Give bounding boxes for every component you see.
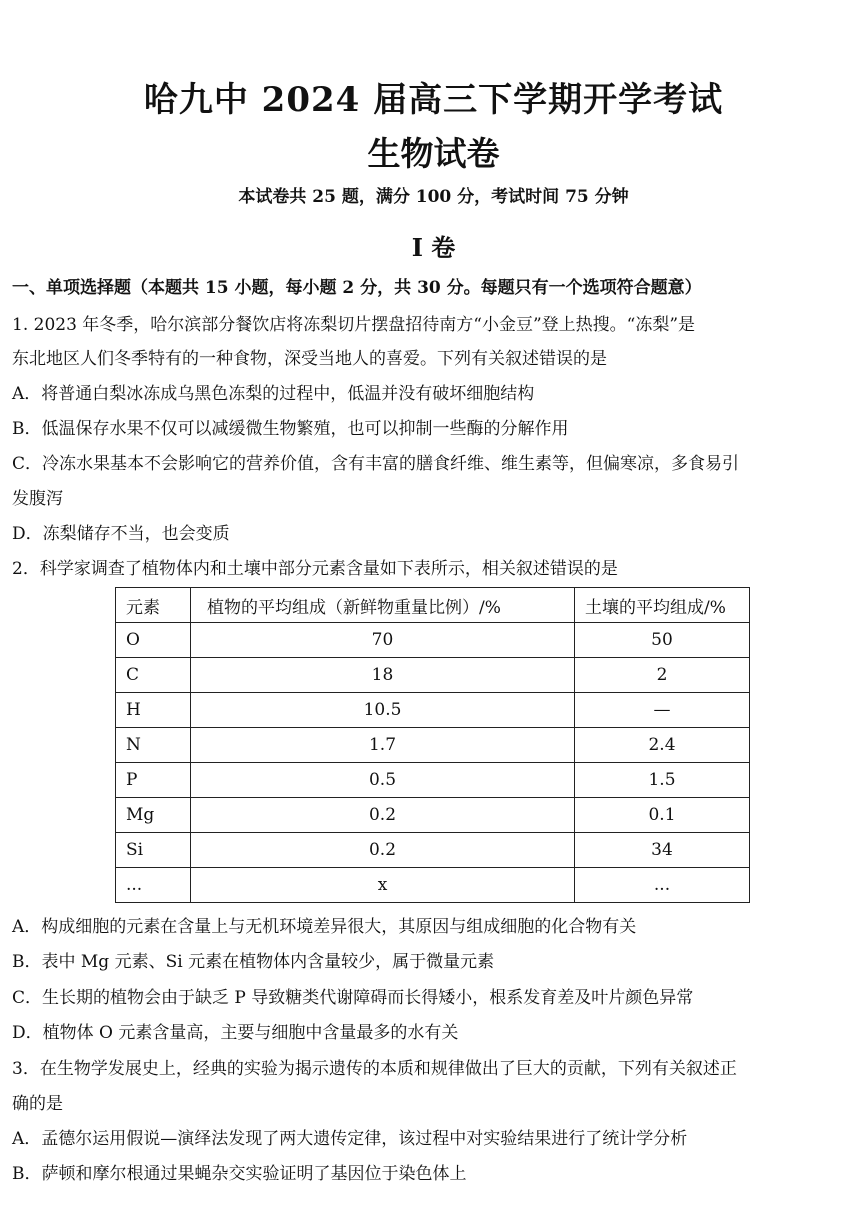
q1-stem-line1: 1. 2023 年冬季，哈尔滨部分餐饮店将冻梨切片摆盘招待南方“小金豆”登上热搜。“冻梨”是 bbox=[12, 315, 696, 335]
table-row bbox=[116, 868, 750, 903]
q2-option-b: B．表中 Mg 元素、Si 元素在植物体内含量较少，属于微量元素 bbox=[12, 952, 495, 972]
exam-info: 本试卷共 25 题，满分 100 分，考试时间 75 分钟 bbox=[238, 187, 629, 207]
q1-option-c-line2: 发腹泻 bbox=[12, 489, 63, 509]
table-header-cell: 土壤的平均组成/% bbox=[575, 588, 750, 623]
table-cell: 18 bbox=[191, 658, 575, 693]
table-cell: 10.5 bbox=[191, 693, 575, 728]
exam-subtitle: 生物试卷 bbox=[367, 134, 500, 173]
table-header-cell: 植物的平均组成（新鲜物重量比例）/% bbox=[191, 588, 575, 623]
table-cell: x bbox=[191, 868, 575, 903]
q1-stem-line2: 东北地区人们冬季特有的一种食物，深受当地人的喜爱。下列有关叙述错误的是 bbox=[12, 349, 607, 369]
table-cell: — bbox=[575, 693, 750, 728]
table-row bbox=[116, 833, 750, 868]
table-row bbox=[116, 798, 750, 833]
table-cell: Si bbox=[116, 833, 191, 868]
table-cell: 2 bbox=[575, 658, 750, 693]
table-cell: 34 bbox=[575, 833, 750, 868]
table-row bbox=[116, 623, 750, 658]
table-row bbox=[116, 763, 750, 798]
table-row bbox=[116, 658, 750, 693]
table-cell: N bbox=[116, 728, 191, 763]
q3-stem-line2: 确的是 bbox=[12, 1094, 63, 1114]
q1-option-d: D．冻梨储存不当，也会变质 bbox=[12, 524, 230, 544]
q2-option-d: D．植物体 O 元素含量高，主要与细胞中含量最多的水有关 bbox=[12, 1023, 459, 1043]
exam-title: 哈九中 2024 届高三下学期开学考试 bbox=[143, 80, 724, 120]
q2-stem: 2．科学家调查了植物体内和土壤中部分元素含量如下表所示，相关叙述错误的是 bbox=[12, 559, 618, 579]
table-cell: 0.5 bbox=[191, 763, 575, 798]
table-row bbox=[116, 693, 750, 728]
table-cell: H bbox=[116, 693, 191, 728]
element-table bbox=[115, 587, 750, 903]
table-cell: Mg bbox=[116, 798, 191, 833]
section-heading: 一、单项选择题（本题共 15 小题，每小题 2 分，共 30 分。每题只有一个选项符合题意） bbox=[12, 278, 702, 298]
q3-option-b: B．萨顿和摩尔根通过果蝇杂交实验证明了基因位于染色体上 bbox=[12, 1164, 467, 1184]
table-cell: 0.1 bbox=[575, 798, 750, 833]
table-cell: 50 bbox=[575, 623, 750, 658]
table-cell: 1.7 bbox=[191, 728, 575, 763]
table-cell: 0.2 bbox=[191, 798, 575, 833]
table-cell: ... bbox=[575, 868, 750, 903]
table-cell: 0.2 bbox=[191, 833, 575, 868]
q1-option-c-line1: C．冷冻水果基本不会影响它的营养价值，含有丰富的膳食纤维、维生素等，但偏寒凉，多食易引 bbox=[12, 454, 740, 474]
q2-option-c: C．生长期的植物会由于缺乏 P 导致糖类代谢障碍而长得矮小，根系发育差及叶片颜色异常 bbox=[12, 988, 694, 1008]
table-cell: 1.5 bbox=[575, 763, 750, 798]
table-cell: ... bbox=[116, 868, 191, 903]
part-heading: I 卷 bbox=[411, 233, 456, 262]
table-row bbox=[116, 728, 750, 763]
q2-option-a: A．构成细胞的元素在含量上与无机环境差异很大，其原因与组成细胞的化合物有关 bbox=[12, 917, 637, 937]
table-header-row bbox=[116, 588, 750, 623]
table-header-cell: 元素 bbox=[116, 588, 191, 623]
table-cell: P bbox=[116, 763, 191, 798]
q1-option-a: A．将普通白梨冰冻成乌黑色冻梨的过程中，低温并没有破坏细胞结构 bbox=[12, 384, 535, 404]
table-cell: 2.4 bbox=[575, 728, 750, 763]
table-cell: 70 bbox=[191, 623, 575, 658]
q3-stem-line1: 3．在生物学发展史上，经典的实验为揭示遗传的本质和规律做出了巨大的贡献，下列有关叙述正 bbox=[12, 1059, 737, 1079]
q1-option-b: B．低温保存水果不仅可以减缓微生物繁殖，也可以抑制一些酶的分解作用 bbox=[12, 419, 569, 439]
q3-option-a: A．孟德尔运用假说—演绎法发现了两大遗传定律，该过程中对实验结果进行了统计学分析 bbox=[12, 1129, 688, 1149]
table-cell: C bbox=[116, 658, 191, 693]
table-cell: O bbox=[116, 623, 191, 658]
